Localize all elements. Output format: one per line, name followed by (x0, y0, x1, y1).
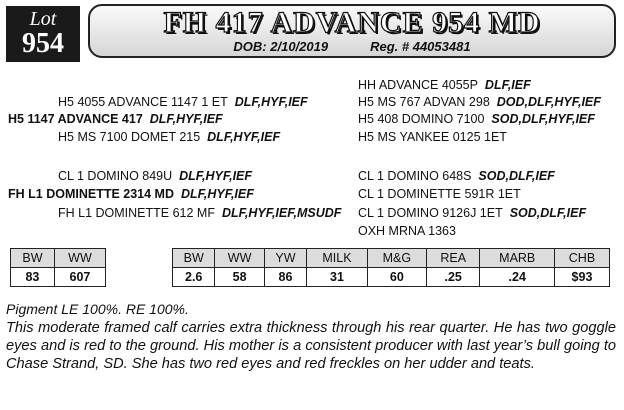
epd-header-ww: WW (215, 249, 264, 268)
header-banner (88, 4, 616, 58)
description: This moderate framed calf carries extra thickness through his rear quarter. He has two goggle eyes and is red to the ground. His mother is a consistent producer with last year’s bull going to Chase Strand, SD. She has two red eyes and red freckles on her udder and teats. (6, 320, 616, 372)
epd-value-milk: 31 (307, 268, 368, 287)
sire: H5 1147 ADVANCE 417 DLF,HYF,IEF (8, 112, 223, 126)
epd-value-mg: 60 (367, 268, 426, 287)
pigment-note: Pigment LE 100%. RE 100%. (6, 301, 189, 317)
sire-grandsire-dam: H5 MS 767 ADVAN 298 DOD,DLF,HYF,IEF (358, 95, 601, 109)
epd-header-milk: MILK (307, 249, 368, 268)
epd-header-mg: M&G (367, 249, 426, 268)
weights-value-ww: 607 (54, 268, 105, 287)
epd-header-chb: CHB (554, 249, 609, 268)
weights-table (10, 248, 106, 287)
traits: DLF,HYF,IEF (180, 187, 254, 201)
traits: DLF,HYF,IEF (207, 130, 281, 144)
traits: DLF,IEF (484, 78, 531, 92)
lot-badge (6, 6, 80, 62)
traits: DLF,HYF,IEF (179, 169, 253, 183)
epd-value-marb: .24 (480, 268, 554, 287)
epd-value-ww: 58 (215, 268, 264, 287)
weights-value-bw: 83 (11, 268, 55, 287)
sire-grandsire: H5 4055 ADVANCE 1147 1 ET DLF,HYF,IEF (58, 95, 308, 109)
dam-grandsire-sire: CL 1 DOMINO 648S SOD,DLF,IEF (358, 169, 555, 183)
epd-value-chb: $93 (554, 268, 609, 287)
dam-granddam: FH L1 DOMINETTE 612 MF DLF,HYF,IEF,MSUDF (58, 206, 342, 220)
traits: DLF,HYF,IEF (234, 95, 308, 109)
sire-grandsire-sire: HH ADVANCE 4055P DLF,IEF (358, 78, 531, 92)
weights-header-bw: BW (11, 249, 55, 268)
epd-header-rea: REA (426, 249, 480, 268)
dam: FH L1 DOMINETTE 2314 MD DLF,HYF,IEF (8, 187, 254, 201)
animal-name: FH 417 ADVANCE 954 MD (163, 6, 541, 39)
epd-header-marb: MARB (480, 249, 554, 268)
traits: SOD,DLF,IEF (478, 169, 555, 183)
epd-header-yw: YW (264, 249, 306, 268)
sire-granddam: H5 MS 7100 DOMET 215 DLF,HYF,IEF (58, 130, 281, 144)
traits: SOD,DLF,IEF (509, 206, 587, 220)
traits: DOD,DLF,HYF,IEF (496, 95, 601, 109)
dam-grandsire-dam: CL 1 DOMINETTE 591R 1ET (358, 187, 521, 201)
dam-granddam-sire: CL 1 DOMINO 9126J 1ET SOD,DLF,IEF (358, 206, 587, 220)
lot-label: Lot (29, 8, 57, 30)
epd-value-bw: 2.6 (173, 268, 215, 287)
dam-grandsire: CL 1 DOMINO 849U DLF,HYF,IEF (58, 169, 253, 183)
sire-granddam-sire: H5 408 DOMINO 7100 SOD,DLF,HYF,IEF (358, 112, 595, 126)
epd-value-yw: 86 (264, 268, 306, 287)
dam-granddam-dam: OXH MRNA 1363 (358, 224, 456, 238)
traits: SOD,DLF,HYF,IEF (491, 112, 595, 126)
header-subline (90, 39, 614, 54)
traits: DLF,HYF,IEF (149, 112, 223, 126)
epd-header-bw: BW (173, 249, 215, 268)
weights-header-ww: WW (54, 249, 105, 268)
lot-number: 954 (22, 28, 64, 59)
sire-granddam-dam: H5 MS YANKEE 0125 1ET (358, 130, 507, 144)
epd-table (172, 248, 610, 287)
dob: DOB: 2/10/2019 (233, 39, 329, 54)
epd-value-rea: .25 (426, 268, 480, 287)
registration-number: Reg. # 44053481 (370, 39, 471, 54)
traits: DLF,HYF,IEF,MSUDF (221, 206, 342, 220)
